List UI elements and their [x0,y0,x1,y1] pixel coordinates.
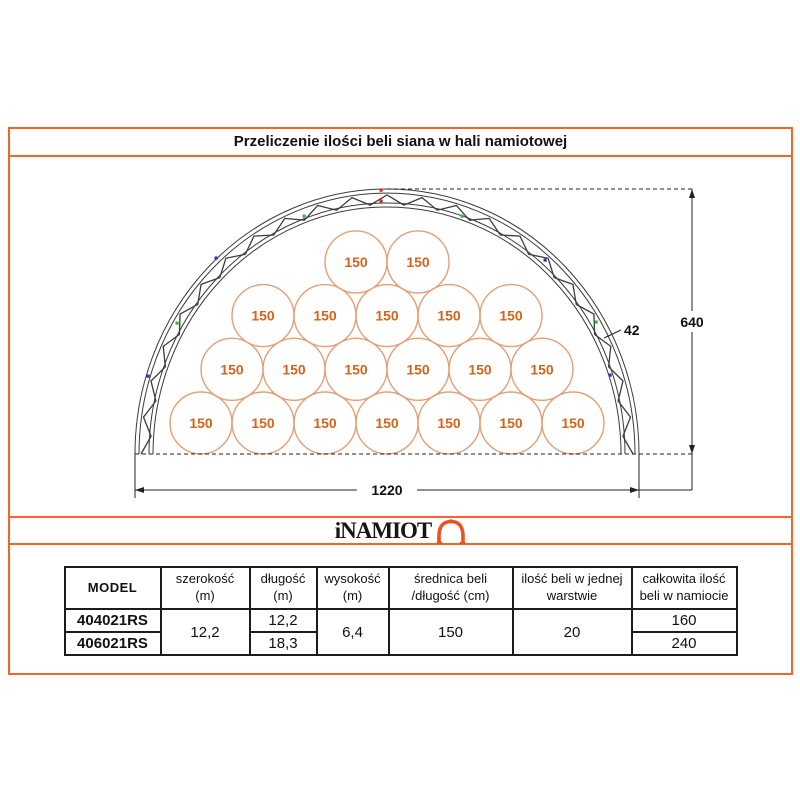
bale-diameter-label: 150 [344,361,368,378]
brand-logo-text: iNAMIOT [334,517,432,544]
hay-bales [170,231,604,454]
truss-joint-marker [595,321,598,324]
width-dim-arrow-right [630,487,639,493]
model-cell: 406021RS [65,632,161,655]
bale-diameter-label: 150 [220,361,244,378]
spec-table-section [10,545,791,692]
col-header-total: całkowita ilość beli w namiocie [632,567,737,609]
per-layer-cell: 20 [513,609,632,655]
col-header-diameter: średnica beli /długość (cm) [389,567,513,609]
table-header-row [65,567,737,609]
truss-joint-marker [215,257,218,260]
width-dim-arrow-left [135,487,144,493]
document-frame [8,127,793,675]
bale-diameter-label: 150 [499,415,523,431]
bale-diameter-label: 150 [251,307,275,324]
truss-joint-marker [176,322,179,325]
truss-joint-marker [461,215,464,218]
page-title: Przeliczenie ilości beli siana w hali namiotowej [10,129,791,157]
bale-diameter-label: 150 [468,361,492,378]
bale-diameter-label: 150 [375,415,399,431]
height-dim-arrow-bottom [689,445,695,454]
col-header-length: długość (m) [250,567,317,609]
total-cell: 240 [632,632,737,655]
truss-joint-marker [303,215,306,218]
bale-diameter-label: 150 [561,415,585,431]
truss-joint-marker [544,259,547,262]
height-cell: 6,4 [317,609,389,655]
height-dim-label: 640 [680,314,704,330]
col-header-per-layer: ilość beli w jednej warstwie [513,567,632,609]
height-dim-arrow-top [689,189,695,198]
spec-table [64,566,738,656]
truss-joint-marker [380,200,383,203]
bale-diameter-label: 150 [437,307,461,324]
truss-joint-marker [609,374,612,377]
bale-diameter-label: 150 [406,361,430,378]
bale-diameter-label: 150 [251,415,275,431]
bale-diameter-label: 150 [189,415,213,431]
col-header-width: szerokość (m) [161,567,250,609]
bale-diameter-label: 150 [530,361,554,378]
width-dim-label: 1220 [371,482,403,498]
truss-joint-marker [147,375,150,378]
tent-cross-section-diagram [10,157,794,516]
col-header-height: wysokość (m) [317,567,389,609]
tent-logo-icon [436,518,466,544]
bale-diameter-label: 150 [344,253,368,270]
diameter-cell: 150 [389,609,513,655]
bale-diameter-label: 150 [282,361,306,378]
bale-diameter-label: 150 [313,307,337,324]
length-cell: 12,2 [250,609,317,632]
bale-diameter-label: 150 [499,307,523,324]
diagram-area [10,157,791,516]
col-header-model: MODEL [65,567,161,609]
model-cell: 404021RS [65,609,161,632]
bale-diameter-label: 150 [437,415,461,431]
total-cell: 160 [632,609,737,632]
table-row [65,609,737,632]
bale-diameter-label: 150 [375,307,399,324]
bale-diameter-label: 150 [313,415,337,431]
bale-diameter-label: 150 [406,253,430,270]
length-cell: 18,3 [250,632,317,655]
logo-bar [10,516,791,545]
width-cell: 12,2 [161,609,250,655]
truss-dim-label: 42 [624,322,640,338]
truss-joint-marker [380,189,383,192]
